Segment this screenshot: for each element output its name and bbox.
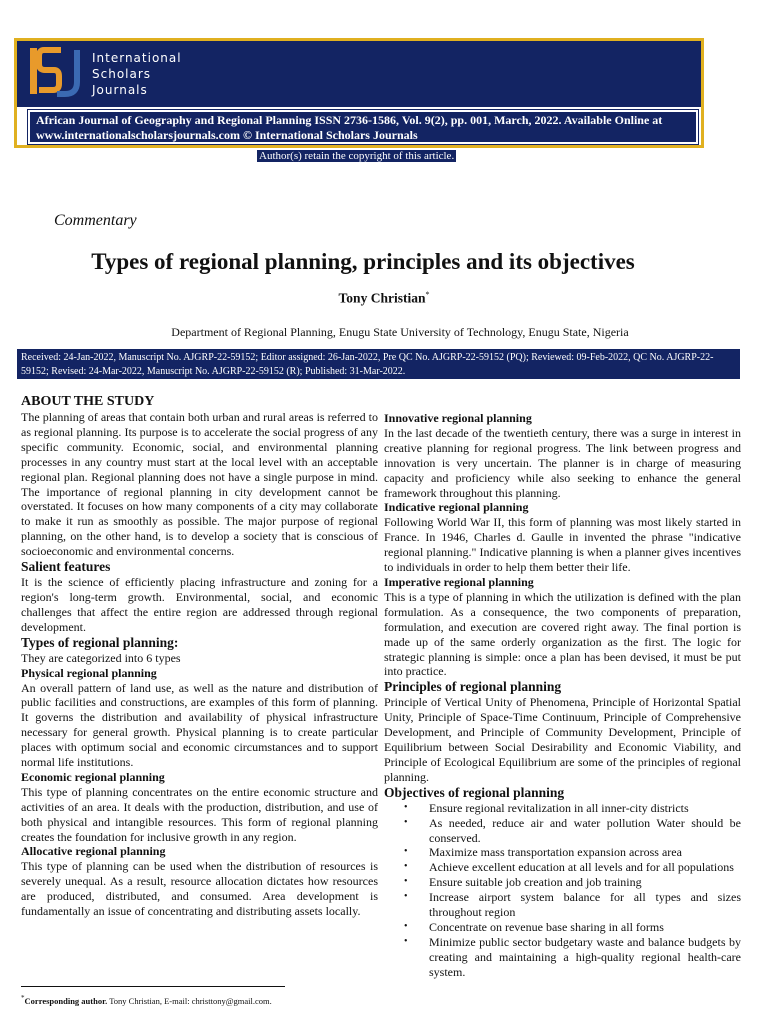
list-item-text: Concentrate on revenue base sharing in all forms <box>429 920 664 934</box>
subheading-economic: Economic regional planning <box>21 769 165 784</box>
journal-citation: African Journal of Geography and Regional Planning ISSN 2736-1586, Vol. 9(2), pp. 001, March, 2022. Available Online at www.internationalscholarsjournals.com © International Scholars Journals <box>28 110 698 144</box>
paragraph-imperative: This is a type of planning in which the utilization is defined with the plan formulation. As a consequence, the two components of preparation, formulation, and execution are covered right away. The final portion is made up of the same orderly organization as the first. The logic for strategic planning is simple: once a plan has been devised, it must be put into practice. <box>384 589 741 679</box>
article-title: Types of regional planning, principles and its objectives <box>91 249 635 274</box>
author-footnote-mark: * <box>425 290 430 299</box>
journal-logo-text <box>92 50 182 98</box>
footnote-mark: * <box>21 994 25 1002</box>
section-heading-salient: Salient features <box>21 559 111 575</box>
section-heading-about: ABOUT THE STUDY <box>21 394 155 409</box>
list-item <box>384 845 741 860</box>
footnote-text: Tony Christian, E-mail: christtony@gmail.com. <box>107 995 272 1006</box>
manuscript-dates: Received: 24-Jan-2022, Manuscript No. AJGRP-22-59152; Editor assigned: 26-Jan-2022, Pre QC No. AJGRP-22-59152 (PQ); Reviewed: 09-Feb-2022, QC No. AJGRP-22-59152; Revised: 24-Mar-2022, Manuscript No. AJGRP-22-59152 (R); Published: 31-Mar-2022. <box>17 349 740 379</box>
right-column <box>384 411 741 980</box>
bullet-icon: • <box>404 846 408 858</box>
copyright-notice: Author(s) retain the copyright of this article. <box>259 150 455 162</box>
footnote-label: Corresponding author. <box>24 995 108 1006</box>
list-item-text: Increase airport system balance for all types and sizes throughout region <box>429 890 741 920</box>
list-item <box>384 890 741 920</box>
journal-logo <box>27 42 87 104</box>
subheading-imperative: Imperative regional planning <box>384 574 534 589</box>
list-item-text: Ensure regional revitalization in all inner-city districts <box>429 800 689 815</box>
list-item <box>384 875 741 890</box>
paragraph-physical: An overall pattern of land use, as well as the nature and distribution of public facilities and constructions, are examples of this form of planning. It governs the distribution and availability of physical infrastructure necessary for general growth. Physical planning is to create particular places with optimum social and economic circumstances and to support normal life institutions. <box>21 680 378 770</box>
left-column <box>21 394 378 919</box>
logo-line: Scholars <box>92 67 152 81</box>
subheading-indicative: Indicative regional planning <box>384 500 529 515</box>
paragraph-about: The planning of areas that contain both urban and rural areas is referred to as regional planning. Its purpose is to accelerate the social progress of any specific community. Economic, social, and environmental planning processes in any country must start at the local level with an acceptable regional plan. Regional planning does not have a single purpose in mind. The importance of regional planning in city development cannot be overstated. It focuses on how many components of a city may collaborate to make it run as smoothly as possible. The major purpose of regional planning, on the other hand, is to develop a society that is conscious of socioeconomic and environmental concerns. <box>21 410 378 559</box>
bullet-icon: • <box>404 861 408 873</box>
bullet-icon: • <box>404 935 408 947</box>
bullet-icon: • <box>404 921 408 932</box>
paragraph-indicative: Following World War II, this form of planning was most likely started in France. In 1946, Charles d. Gaulle in invented the phrase "indicative regional planning." Indicative planning is when a planner gives incentives to individuals in order to help them better their life. <box>384 515 741 575</box>
objectives-list <box>384 801 741 980</box>
list-item <box>384 860 741 875</box>
list-item-text: Ensure suitable job creation and job training <box>429 875 642 890</box>
list-item <box>384 816 741 846</box>
section-heading-principles: Principles of regional planning <box>384 679 562 695</box>
corresponding-author-footnote <box>21 994 272 1006</box>
list-item-text: Minimize public sector budgetary waste and balance budgets by creating and maintaining a high-quality regional health-care system. <box>429 934 741 979</box>
bullet-icon: • <box>404 816 408 828</box>
paragraph-innovative: In the last decade of the twentieth century, there was a surge in interest in creative planning for regional progress. The link between progress and innovation is very uncertain. The planner is in charge of measuring capacity and proficiency while also seeking to enhance the general framework throughout this planning. <box>384 425 741 500</box>
list-item <box>384 920 741 935</box>
isj-logo-icon <box>27 42 87 104</box>
bullet-icon: • <box>404 876 408 888</box>
paragraph-principles: Principle of Vertical Unity of Phenomena, Principle of Horizontal Spatial Unity, Principle of Space-Time Continuum, Principle of Comprehensive Development, and Principle of Community Development, Principle of Equilibrium between Social Desirability and Economic Viability, and Principle of Ecological Equilibrium are some of the principles of regional planning. <box>384 695 741 784</box>
bullet-icon: • <box>404 891 408 903</box>
list-item-text: Maximize mass transportation expansion across area <box>429 845 682 860</box>
bullet-icon: • <box>404 801 408 813</box>
list-item <box>384 935 741 980</box>
article-author <box>0 290 768 307</box>
subheading-physical: Physical regional planning <box>21 665 157 680</box>
list-item-text: Achieve excellent education at all levels and for all populations <box>429 860 734 875</box>
subheading-allocative: Allocative regional planning <box>21 844 166 859</box>
logo-line: Journals <box>92 83 148 97</box>
author-name: Tony Christian <box>338 290 426 306</box>
paragraph-salient: It is the science of efficiently placing infrastructure and zoning for a region's long-term growth. Environmental, social, and economic challenges that affect the entire region are addressed through regional development. <box>21 575 378 634</box>
paragraph-types: They are categorized into 6 types <box>21 650 181 665</box>
paragraph-allocative: This type of planning can be used when the distribution of resources is severely unequal. As a result, resource allocation dictates how resources are produced, distributed, and consumed. Area development is fundamentally an issue of concentrating and distributing assets locally. <box>21 859 378 919</box>
section-heading-types: Types of regional planning: <box>21 634 179 650</box>
logo-line: International <box>92 51 182 65</box>
paragraph-economic: This type of planning concentrates on the entire economic structure and activities of an area. It deals with the production, distribution, and use of both physical and intangible resources. This form of regional planning creates the foundation for inclusive growth in any region. <box>21 784 378 844</box>
author-affiliation: Department of Regional Planning, Enugu State University of Technology, Enugu State, Nigeria <box>171 325 629 339</box>
section-heading-objectives: Objectives of regional planning <box>384 784 565 800</box>
list-item-text: As needed, reduce air and water pollution Water should be conserved. <box>429 815 741 845</box>
footnote-divider <box>21 986 285 987</box>
article-type: Commentary <box>54 212 137 229</box>
list-item <box>384 801 741 816</box>
subheading-innovative: Innovative regional planning <box>384 411 532 425</box>
